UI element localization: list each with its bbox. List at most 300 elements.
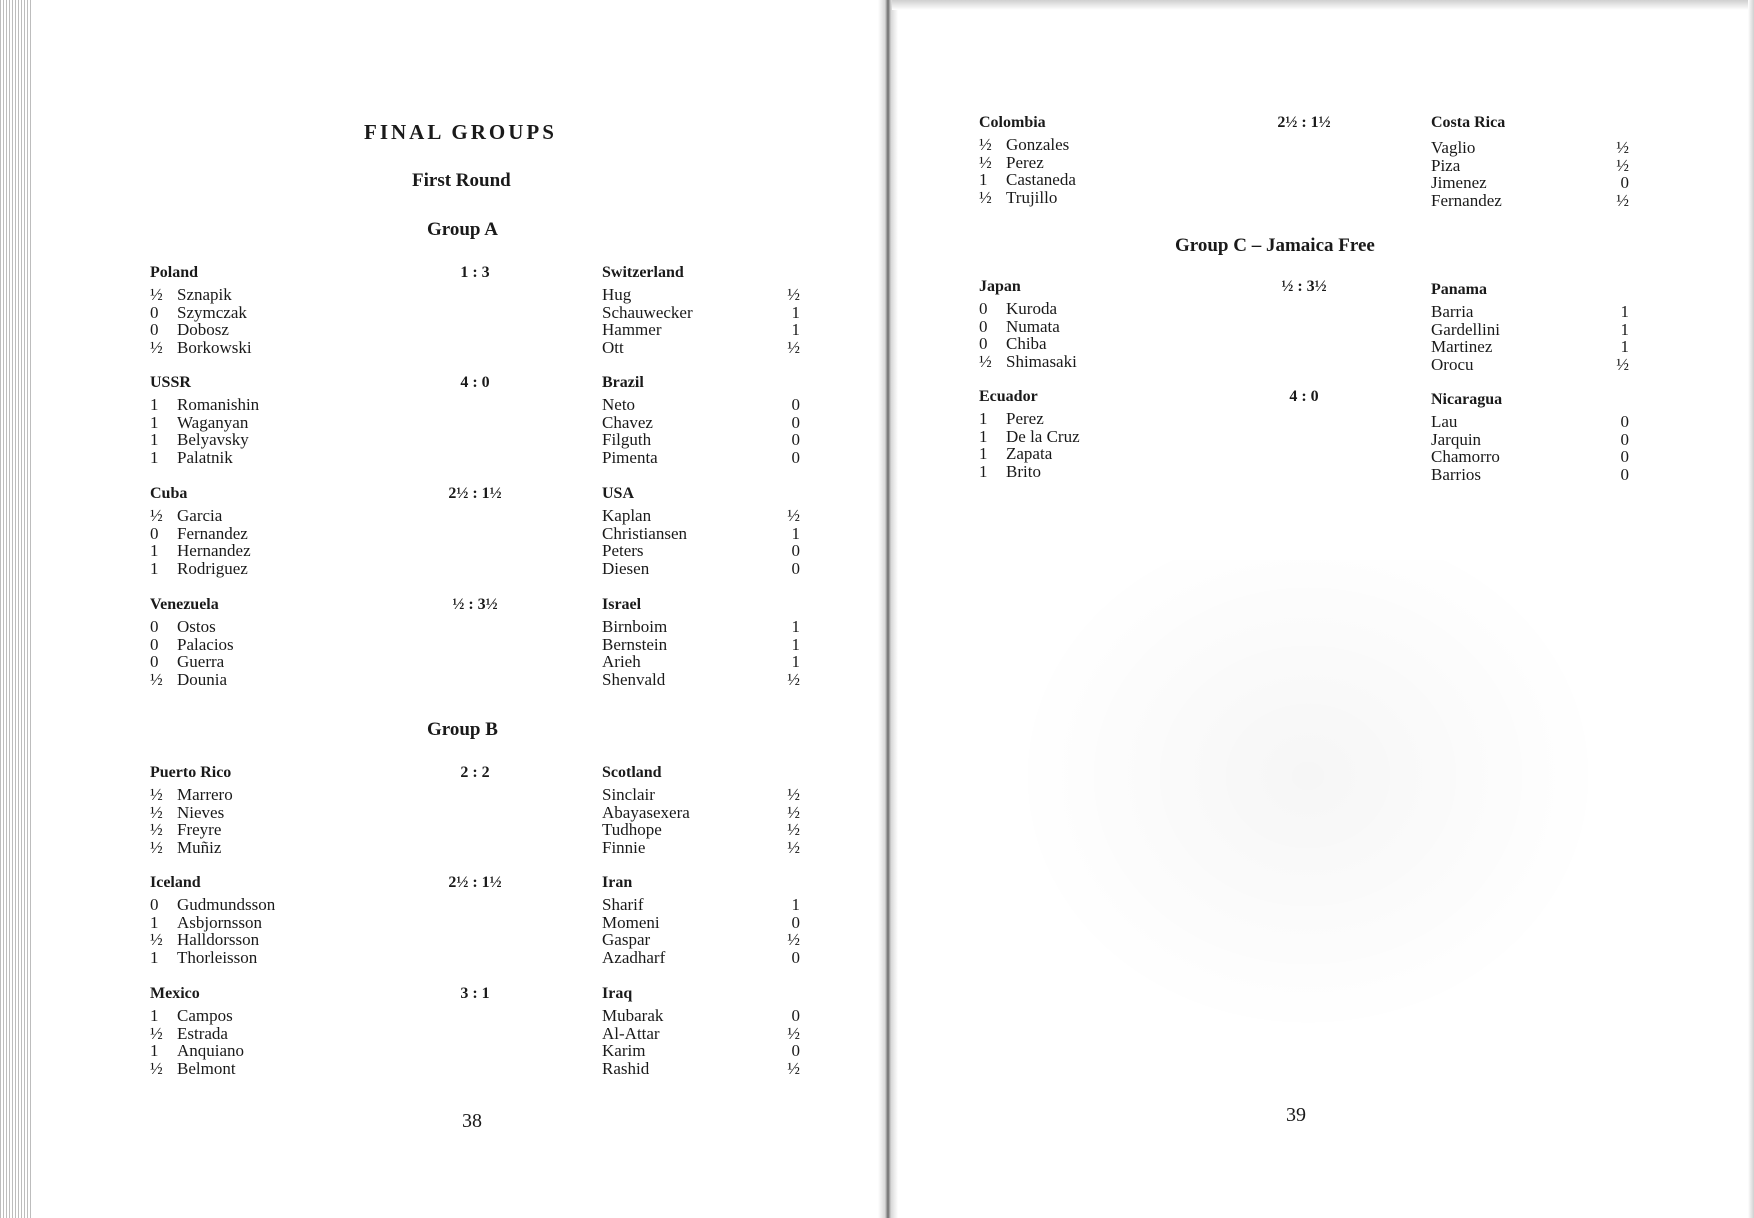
player-name: Chavez: [602, 412, 653, 432]
team-right: Brazil: [602, 374, 644, 391]
player-name: Rashid: [602, 1059, 650, 1079]
player-row: [1431, 303, 1629, 321]
player-result: 0: [150, 302, 159, 322]
team-right: Nicaragua: [1431, 391, 1503, 408]
player-row: [602, 1007, 800, 1025]
player-row: [979, 171, 1229, 189]
player-result: 1: [979, 170, 988, 190]
player-result: ½: [150, 338, 163, 358]
player-name: Jimenez: [1431, 173, 1487, 193]
player-result: 1: [791, 895, 800, 914]
player-row: [979, 300, 1229, 318]
player-name: Perez: [1006, 409, 1044, 428]
player-result: 0: [150, 617, 159, 636]
player-result: ½: [787, 838, 800, 858]
player-name: Gaspar: [602, 930, 651, 950]
player-result: 1: [150, 912, 159, 932]
player-name: Gonzales: [1006, 135, 1070, 154]
player-name: Anquiano: [177, 1041, 245, 1061]
player-name: Waganyan: [177, 412, 249, 432]
player-name: Romanishin: [177, 395, 260, 414]
player-result: 0: [150, 320, 159, 340]
player-result: 1: [979, 426, 988, 446]
book-gutter: [878, 0, 898, 1218]
player-row: [150, 896, 400, 914]
player-name: Sznapik: [177, 285, 232, 304]
team-left: Ecuador: [979, 388, 1038, 405]
player-name: Thorleisson: [177, 948, 258, 968]
player-row: [1431, 192, 1629, 210]
player-row: [602, 896, 800, 914]
player-row: [1431, 466, 1629, 484]
player-result: 0: [1620, 429, 1629, 449]
team-right: Iraq: [602, 985, 633, 1002]
player-name: Palacios: [177, 634, 234, 654]
player-row: [979, 463, 1229, 481]
player-row: [602, 1042, 800, 1060]
player-row: [602, 671, 800, 689]
player-row: [150, 396, 400, 414]
player-result: 1: [979, 444, 988, 464]
right-player-list: [602, 507, 800, 578]
player-row: [602, 525, 800, 543]
player-result: 0: [1620, 173, 1629, 193]
player-row: [602, 931, 800, 949]
match-score: 4 : 0: [1289, 388, 1319, 405]
match-score: 1 : 3: [460, 264, 490, 281]
player-name: Hernandez: [177, 541, 251, 561]
match-block: [150, 764, 800, 864]
match-score: 2 : 2: [460, 764, 490, 781]
player-name: Belmont: [177, 1059, 236, 1079]
player-row: [602, 949, 800, 967]
player-row: [150, 431, 400, 449]
player-result: ½: [1616, 191, 1629, 211]
player-result: 0: [1620, 447, 1629, 467]
player-result: ½: [150, 1059, 163, 1079]
player-name: Peters: [602, 541, 644, 561]
player-name: Trujillo: [1006, 188, 1058, 208]
player-row: [1431, 448, 1629, 466]
match-score: 2½ : 1½: [448, 485, 502, 502]
player-result: 0: [1620, 465, 1629, 485]
player-name: Dobosz: [177, 320, 229, 340]
player-name: Ott: [602, 338, 624, 358]
player-row: [602, 431, 800, 449]
player-result: ½: [150, 802, 163, 822]
left-player-list: [150, 1007, 400, 1078]
right-player-list: [602, 396, 800, 467]
player-row: [602, 321, 800, 339]
team-right: Switzerland: [602, 264, 684, 281]
player-name: Ostos: [177, 617, 216, 636]
player-row: [150, 525, 400, 543]
player-name: Shenvald: [602, 670, 666, 690]
match-block: [150, 264, 800, 364]
player-result: ½: [150, 1023, 163, 1043]
match-block: [150, 985, 800, 1085]
player-row: [1431, 157, 1629, 175]
player-row: [1431, 413, 1629, 431]
player-result: 0: [791, 412, 800, 432]
player-result: 0: [979, 334, 988, 354]
player-name: Fernandez: [177, 523, 248, 543]
page-title: FINAL GROUPS: [364, 120, 557, 144]
team-left: Puerto Rico: [150, 764, 232, 781]
page-number-left: 38: [462, 1110, 482, 1132]
player-row: [150, 821, 400, 839]
player-result: 0: [150, 634, 159, 654]
player-result: 0: [150, 895, 159, 914]
player-result: ½: [1616, 355, 1629, 375]
player-row: [150, 1042, 400, 1060]
player-name: Perez: [1006, 152, 1044, 172]
player-name: Kuroda: [1006, 299, 1057, 318]
player-result: 0: [979, 316, 988, 336]
player-name: Barria: [1431, 302, 1474, 321]
player-name: Gardellini: [1431, 319, 1500, 339]
player-result: 1: [1620, 302, 1629, 321]
team-right: USA: [602, 485, 635, 502]
team-left: Poland: [150, 264, 199, 281]
player-row: [150, 286, 400, 304]
player-name: Chiba: [1006, 334, 1047, 354]
player-result: 0: [791, 1006, 800, 1025]
player-row: [150, 949, 400, 967]
team-left: USSR: [150, 374, 191, 391]
player-name: Halldorsson: [177, 930, 260, 950]
team-left: Venezuela: [150, 596, 219, 613]
right-player-list: [1431, 413, 1629, 484]
match-block: [150, 874, 800, 974]
player-row: [602, 914, 800, 932]
player-result: 0: [791, 395, 800, 414]
player-result: ½: [979, 152, 992, 172]
player-result: 0: [791, 541, 800, 561]
group-a-title: Group A: [427, 219, 498, 240]
player-name: Sharif: [602, 895, 644, 914]
player-name: Barrios: [1431, 465, 1482, 485]
player-result: ½: [150, 670, 163, 690]
player-result: 1: [979, 409, 988, 428]
player-row: [602, 839, 800, 857]
player-name: Karim: [602, 1041, 646, 1061]
player-row: [1431, 321, 1629, 339]
player-row: [602, 286, 800, 304]
player-result: 0: [1620, 412, 1629, 431]
left-player-list: [979, 300, 1229, 371]
player-result: 1: [150, 1041, 159, 1061]
player-result: ½: [787, 670, 800, 690]
player-result: 0: [791, 912, 800, 932]
show-through-photo: [1008, 560, 1608, 1040]
player-name: Lau: [1431, 412, 1458, 431]
player-row: [979, 189, 1229, 207]
player-name: Bernstein: [602, 634, 668, 654]
team-right: Scotland: [602, 764, 662, 781]
player-row: [150, 449, 400, 467]
player-result: 1: [150, 541, 159, 561]
player-result: ½: [787, 1023, 800, 1043]
player-result: 1: [791, 523, 800, 543]
left-player-list: [150, 396, 400, 467]
player-row: [979, 335, 1229, 353]
player-name: Kaplan: [602, 506, 652, 525]
match-block: [979, 388, 1629, 488]
player-result: 0: [791, 1041, 800, 1061]
player-result: 0: [791, 948, 800, 968]
player-name: Palatnik: [177, 448, 233, 468]
player-name: Asbjornsson: [177, 912, 263, 932]
player-name: Garcia: [177, 506, 223, 525]
player-row: [602, 821, 800, 839]
player-name: Pimenta: [602, 448, 658, 468]
player-row: [150, 304, 400, 322]
player-result: 1: [1620, 337, 1629, 357]
player-name: Diesen: [602, 559, 650, 579]
player-result: 0: [791, 448, 800, 468]
match-score: 2½ : 1½: [1277, 114, 1331, 131]
player-row: [1431, 139, 1629, 157]
player-row: [150, 618, 400, 636]
match-block: [150, 485, 800, 585]
player-result: 1: [150, 395, 159, 414]
player-row: [150, 671, 400, 689]
player-result: 1: [150, 430, 159, 450]
team-left: Cuba: [150, 485, 188, 502]
player-row: [602, 618, 800, 636]
player-name: Castaneda: [1006, 170, 1076, 190]
player-name: Finnie: [602, 838, 646, 858]
player-row: [1431, 174, 1629, 192]
player-result: ½: [1616, 138, 1629, 157]
page-number-right: 39: [1286, 1104, 1306, 1126]
player-result: 1: [791, 617, 800, 636]
player-name: Jarquin: [1431, 429, 1482, 449]
player-row: [602, 304, 800, 322]
right-player-list: [602, 286, 800, 357]
player-name: Nieves: [177, 802, 225, 822]
match-block: [150, 374, 800, 474]
player-name: Numata: [1006, 316, 1060, 336]
player-row: [602, 1025, 800, 1043]
player-name: Hug: [602, 285, 632, 304]
player-name: De la Cruz: [1006, 426, 1080, 446]
left-player-list: [150, 896, 400, 967]
team-left: Colombia: [979, 114, 1046, 131]
player-name: Vaglio: [1431, 138, 1476, 157]
player-name: Estrada: [177, 1023, 228, 1043]
group-b-title: Group B: [427, 719, 498, 740]
player-result: ½: [787, 338, 800, 358]
team-left: Iceland: [150, 874, 201, 891]
left-player-list: [979, 410, 1229, 481]
player-row: [150, 542, 400, 560]
player-row: [150, 653, 400, 671]
player-result: 1: [791, 302, 800, 322]
player-result: 1: [1620, 319, 1629, 339]
left-player-list: [150, 618, 400, 689]
player-name: Marrero: [177, 785, 233, 804]
left-player-list: [979, 136, 1229, 207]
player-name: Zapata: [1006, 444, 1053, 464]
player-name: Belyavsky: [177, 430, 249, 450]
right-player-list: [1431, 139, 1629, 210]
team-right: Israel: [602, 596, 642, 613]
player-result: ½: [150, 930, 163, 950]
page-right-edge: [1748, 0, 1754, 1218]
player-result: ½: [787, 802, 800, 822]
match-score: 3 : 1: [460, 985, 490, 1002]
right-player-list: [602, 896, 800, 967]
player-name: Chamorro: [1431, 447, 1500, 467]
player-name: Al-Attar: [602, 1023, 660, 1043]
player-result: 1: [150, 948, 159, 968]
player-row: [1431, 356, 1629, 374]
player-row: [602, 414, 800, 432]
player-row: [1431, 431, 1629, 449]
player-row: [602, 396, 800, 414]
match-score: ½ : 3½: [452, 596, 498, 613]
page-top-shadow: [892, 0, 1754, 10]
left-player-list: [150, 507, 400, 578]
player-result: 0: [150, 523, 159, 543]
player-row: [150, 914, 400, 932]
player-row: [150, 1007, 400, 1025]
player-result: 1: [791, 634, 800, 654]
team-right: Panama: [1431, 281, 1487, 298]
player-result: ½: [787, 285, 800, 304]
player-result: 1: [150, 1006, 159, 1025]
player-row: [150, 636, 400, 654]
player-result: ½: [787, 506, 800, 525]
player-name: Dounia: [177, 670, 228, 690]
player-row: [150, 839, 400, 857]
player-row: [602, 636, 800, 654]
player-name: Momeni: [602, 912, 660, 932]
right-player-list: [602, 1007, 800, 1078]
player-name: Brito: [1006, 462, 1041, 482]
team-left: Mexico: [150, 985, 200, 1002]
player-row: [150, 786, 400, 804]
player-name: Gudmundsson: [177, 895, 276, 914]
player-name: Campos: [177, 1006, 233, 1025]
player-name: Christiansen: [602, 523, 687, 543]
player-row: [150, 931, 400, 949]
round-subtitle: First Round: [412, 170, 511, 191]
player-row: [602, 449, 800, 467]
left-player-list: [150, 786, 400, 857]
match-block: [150, 596, 800, 696]
player-row: [150, 507, 400, 525]
player-result: ½: [1616, 155, 1629, 175]
player-result: 0: [791, 430, 800, 450]
player-row: [979, 410, 1229, 428]
player-name: Guerra: [177, 652, 225, 672]
match-block: [979, 278, 1629, 378]
player-row: [979, 353, 1229, 371]
player-name: Piza: [1431, 155, 1461, 175]
player-result: ½: [150, 838, 163, 858]
right-player-list: [602, 786, 800, 857]
player-result: 1: [150, 559, 159, 579]
player-result: ½: [150, 785, 163, 804]
player-name: Muñiz: [177, 838, 222, 858]
team-right: Iran: [602, 874, 633, 891]
player-row: [1431, 338, 1629, 356]
player-name: Arieh: [602, 652, 641, 672]
page-edge-stack: [0, 0, 32, 1218]
player-result: 0: [791, 559, 800, 579]
player-result: ½: [150, 820, 163, 840]
player-result: 1: [791, 320, 800, 340]
player-name: Freyre: [177, 820, 222, 840]
player-row: [150, 560, 400, 578]
player-name: Abayasexera: [602, 802, 690, 822]
team-right: Costa Rica: [1431, 114, 1506, 131]
player-row: [979, 136, 1229, 154]
player-row: [979, 428, 1229, 446]
player-row: [979, 154, 1229, 172]
player-row: [602, 507, 800, 525]
player-name: Neto: [602, 395, 636, 414]
player-result: ½: [979, 188, 992, 208]
player-row: [150, 339, 400, 357]
player-name: Schauwecker: [602, 302, 693, 322]
player-result: ½: [150, 506, 163, 525]
player-name: Sinclair: [602, 785, 655, 804]
player-row: [602, 653, 800, 671]
player-name: Tudhope: [602, 820, 662, 840]
player-result: 1: [791, 652, 800, 672]
player-result: ½: [150, 285, 163, 304]
player-result: ½: [979, 352, 992, 372]
player-row: [602, 339, 800, 357]
player-result: ½: [979, 135, 992, 154]
player-result: ½: [787, 820, 800, 840]
player-result: ½: [787, 785, 800, 804]
player-row: [150, 1060, 400, 1078]
player-row: [602, 542, 800, 560]
player-row: [979, 318, 1229, 336]
player-result: 1: [979, 462, 988, 482]
match-block: [979, 114, 1629, 214]
player-row: [150, 321, 400, 339]
player-name: Filguth: [602, 430, 652, 450]
player-name: Hammer: [602, 320, 662, 340]
player-row: [602, 786, 800, 804]
player-result: ½: [787, 930, 800, 950]
player-row: [150, 414, 400, 432]
player-result: ½: [787, 1059, 800, 1079]
player-row: [602, 560, 800, 578]
player-row: [979, 445, 1229, 463]
player-row: [602, 1060, 800, 1078]
group-c-title: Group C – Jamaica Free: [1175, 235, 1375, 256]
player-name: Azadharf: [602, 948, 666, 968]
player-result: 0: [979, 299, 988, 318]
player-name: Rodriguez: [177, 559, 248, 579]
player-name: Fernandez: [1431, 191, 1502, 211]
player-name: Szymczak: [177, 302, 247, 322]
match-score: 4 : 0: [460, 374, 490, 391]
player-result: 1: [150, 412, 159, 432]
player-result: 1: [150, 448, 159, 468]
match-score: ½ : 3½: [1281, 278, 1327, 295]
player-name: Orocu: [1431, 355, 1474, 375]
left-player-list: [150, 286, 400, 357]
player-row: [602, 804, 800, 822]
